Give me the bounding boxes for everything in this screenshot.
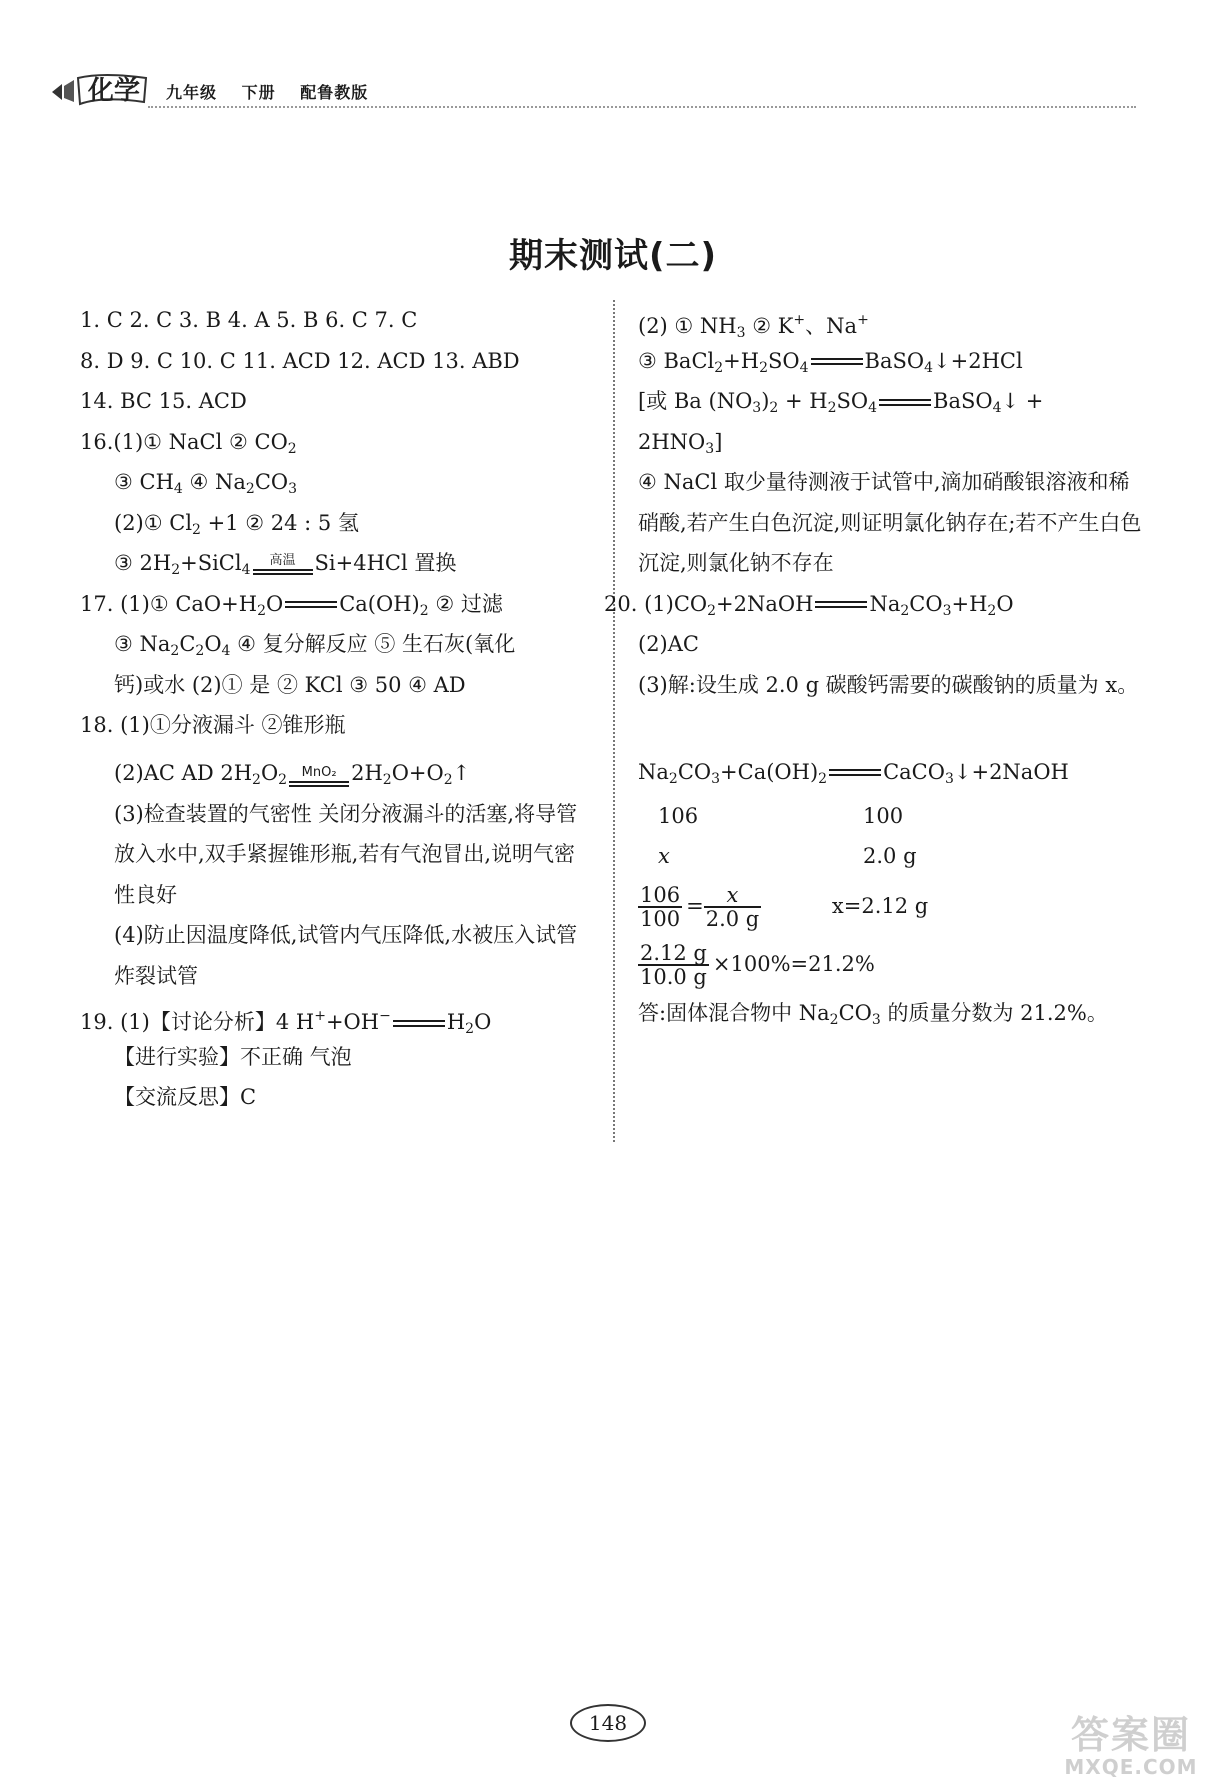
q20-percentage: $\frac{2.12 g}{10.0 g}$ ×100%=21.2% (640, 941, 875, 989)
book-meta (166, 80, 386, 103)
page-title: 期末测试(二) (508, 236, 718, 276)
column-divider (613, 300, 615, 1142)
q19-line-1: 19. (1)【讨论分析】4 H++OH− $H_2O$ (80, 1008, 492, 1037)
q16-line-4: ③ $2H_2+SiCl_4$ 高温 Si+4HCl 置换 (114, 551, 457, 578)
equals-sign-icon (877, 393, 933, 413)
edition-label: 配鲁教版 (300, 83, 369, 102)
reaction-condition-catalyst: MnO₂ (287, 766, 351, 788)
q17-line-2: ③ $Na_2C_2O_4$ ④ 复分解反应 ⑤ 生石灰(氧化 (114, 632, 516, 659)
q18-line-3: (3)检查装置的气密性 关闭分液漏斗的活塞,将导管放入水中,双手紧握锥形瓶,若有气泡冒出,说明气密性良好 (114, 801, 578, 907)
left-column (80, 300, 588, 1118)
answer-line-8-13: 8. D 9. C 10. C 11. ACD 12. ACD 13. ABD (80, 348, 520, 373)
fraction: $\frac{x}{2.0 g}$ (705, 883, 760, 931)
q20-line-1: 20. $(1)CO_2+2NaOH$ $Na_2CO_3+H_2O$ (604, 591, 1014, 619)
q19-line-2: 【进行实验】不正确 气泡 (114, 1044, 352, 1069)
equals-sign-icon (391, 1014, 447, 1034)
q20-equation: $Na_2CO_3+Ca(OH)_2$ CaCO$_3$↓+2NaOH (638, 759, 1069, 787)
q19-line-3: 【交流反思】C (114, 1085, 257, 1109)
q17-line-3: 钙)或水 (2)① 是 ② KCl ③ 50 ④ AD (114, 672, 466, 697)
q20-answer: 答:固体混合物中 $Na_2CO_3$ 的质量分数为 21.2%。 (638, 1000, 1108, 1028)
site-watermark: 答案圈 MXQE.COM (1064, 1713, 1198, 1779)
grade-label: 九年级 (166, 83, 218, 102)
answer-line-1-7: 1. C 2. C 3. B 4. A 5. B 6. C 7. C (80, 308, 418, 332)
volume-label: 下册 (241, 83, 276, 102)
reaction-condition-high-temp: 高温 (251, 554, 315, 576)
q18-line-2: (2)AC AD $2H_2O_2$ MnO₂ $2H_2O+O_2↑$ (114, 760, 471, 788)
q19-2-line-5: ④ NaCl 取少量待测液于试管中,滴加硝酸银溶液和稀硝酸,若产生白色沉淀,则证明氯化钠存在;若不产生白色沉淀,则氯化钠不存在 (638, 470, 1142, 575)
fraction: $\frac{106}{100}$ (640, 883, 681, 931)
fraction: $\frac{2.12 g}{10.0 g}$ (640, 941, 707, 989)
q20-line-2: (2)AC (638, 632, 699, 656)
q16-line-2: ③ $CH_4$ ④ $Na_2CO_3$ (114, 470, 298, 497)
answer-line-14-15: 14. BC 15. ACD (80, 389, 247, 413)
q20-molar-mass-row: 106 100 (658, 803, 904, 828)
subject-label: 化学 (88, 76, 141, 106)
equals-sign-icon (827, 763, 883, 783)
header-rule (148, 106, 1136, 108)
q20-line-3: (3)解:设生成 2.0 g 碳酸钙需要的碳酸钠的质量为 x。 (638, 672, 1139, 697)
q16-line-1: 16.(1)① NaCl ② $CO_2$ (80, 429, 297, 457)
q19-2-line-3: [或 Ba $(NO_3)_2 + H_2SO_4$ BaSO$_4$↓ + (638, 389, 1044, 416)
q18-line-4: (4)防止因温度降低,试管内气压降低,水被压入试管炸裂试管 (114, 923, 578, 988)
q18-line-1: 18. (1)①分液漏斗 ②锥形瓶 (80, 713, 346, 737)
equals-sign-icon (283, 595, 339, 615)
equals-sign-icon (813, 595, 869, 615)
equals-sign-icon (809, 352, 865, 372)
q17-line-1: 17. (1)① $CaO+H_2O$ $Ca(OH)_2$ ② 过滤 (80, 591, 503, 619)
q19-2-line-4: $2HNO_3$] (638, 429, 723, 457)
q19-2-line-1: (2) ① $NH_3$ ② K+、Na+ (638, 312, 869, 341)
q20-mass-row: x 2.0 g (658, 844, 917, 868)
q19-2-line-2: ③ $BaCl_2+H_2SO_4$ BaSO$_4$↓+2HCl (638, 348, 1023, 376)
right-column (604, 300, 1148, 1074)
q20-proportion: $\frac{106}{100}$ = $\frac{x}{2.0 g}$ x=2.12 g (640, 883, 929, 931)
page-header (48, 70, 1136, 110)
page-number: 148 (570, 1704, 646, 1742)
q16-line-3: (2)① $Cl_2 +1$ ② 24 : 5 氢 (114, 510, 359, 538)
